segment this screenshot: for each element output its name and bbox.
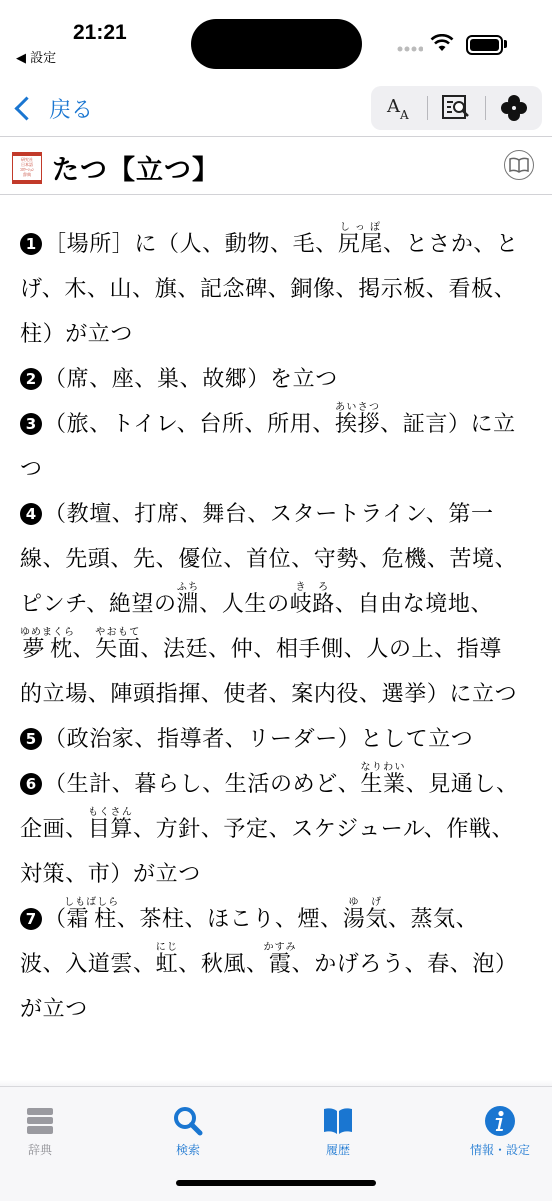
svg-text:A: A [400,108,409,122]
cellular-signal-icon [397,44,423,54]
book-open-icon [322,1106,354,1136]
font-size-icon [384,94,414,122]
furigana-word: 淵ふち [176,582,200,617]
entry-headword: たつ【立つ】 [52,155,220,186]
book-icon [509,157,529,173]
wifi-icon [430,34,454,52]
sense-number: 3 [20,413,42,435]
tab-label: 情報・設定 [469,1143,530,1157]
sense-3: 3 （旅、トイレ、台所、所用、挨拶あいさつ、証言）に立つ [20,402,516,482]
search-in-page-button[interactable] [428,86,484,130]
back-button-label: 戻る [49,97,94,123]
furigana-word: 霜柱しもばしら [64,897,120,932]
four-dots-icon [499,94,529,122]
entry-body [20,222,520,1032]
sense-2: 2 （席、座、巣、故郷）を立つ [20,357,520,402]
furigana-word: 夢枕ゆめまくら [20,627,75,662]
sense-number: 5 [20,728,42,750]
sense-6: 6 （生計、暮らし、生活のめど、生業なりわい、見通し、企画、目算もくさん、方針、予定、スケジュール、作戦、対策、市）が立つ [20,762,519,887]
battery-nub [504,40,507,48]
sense-number: 1 [20,233,42,255]
tab-label: 検索 [175,1143,200,1157]
status-bar [0,0,552,80]
furigana-word: 矢面やおもて [95,627,141,662]
navigation-bar [0,80,552,136]
furigana-word: 挨拶あいさつ [334,402,381,437]
svg-text:A: A [387,96,401,117]
furigana-word: 霞かすみ [263,942,297,977]
tab-search[interactable] [148,1105,228,1158]
battery-icon [466,35,503,55]
info-icon [484,1105,516,1137]
sense-number: 2 [20,368,42,390]
menu-button[interactable] [486,86,542,130]
font-size-button[interactable] [371,86,427,130]
toolbar-group [371,86,542,130]
page-search-icon [441,94,471,122]
chevron-left-icon [14,96,38,120]
sense-4: 4 （教壇、打席、舞台、スタートライン、第一線、先頭、先、優位、首位、守勢、危機、苦境、ピンチ、絶望の淵ふち、人生の岐路きろ、自由な境地、夢枕ゆめまくら、矢面やおもて、法廷、仲、相手側、人の上、指導的立場、陣頭指揮、使者、案内役、選挙）に立つ [20,502,518,707]
furigana-word: 湯気ゆげ [342,897,388,932]
entry-header [0,138,552,195]
furigana-word: 尻尾しっぽ [337,222,384,257]
tab-label: 履歴 [325,1143,350,1157]
sense-1: 1 ［場所］に（人、動物、毛、尻尾しっぽ、とさか、とげ、木、山、旗、記念碑、銅像、掲示板、看板、柱）が立つ [20,222,519,347]
tab-history[interactable] [298,1105,378,1158]
tab-dictionary[interactable] [0,1105,80,1158]
dynamic-island [191,19,362,69]
back-button[interactable] [10,88,93,128]
status-time: 21:21 [73,21,127,44]
sense-number: 7 [20,908,42,930]
bookmark-button[interactable] [504,150,534,180]
furigana-word: 岐路きろ [289,582,335,617]
furigana-word: 生業なりわい [360,762,406,797]
back-to-app-link[interactable]: ◀ 設定 [16,51,57,66]
furigana-word: 目算もくさん [87,807,134,842]
sense-5: 5 （政治家、指導者、リーダー）として立つ [20,717,520,762]
home-indicator [176,1180,376,1186]
search-icon [172,1105,204,1137]
tab-label: 辞典 [27,1143,52,1157]
books-icon [25,1106,55,1136]
furigana-word: 虹にじ [155,942,179,977]
header-divider [0,136,552,137]
dictionary-logo: 研究社 日本語 ｺﾛｹｰｼｮﾝ 辞典 [12,152,42,184]
sense-number: 6 [20,773,42,795]
sense-7: 7 （霜柱しもばしら、茶柱、ほこり、煙、湯気ゆげ、蒸気、波、入道雲、虹にじ、秋風、霞かすみ、かげろう、春、泡）が立つ [20,897,518,1022]
tab-info-settings[interactable] [450,1105,550,1158]
sense-number: 4 [20,503,42,525]
